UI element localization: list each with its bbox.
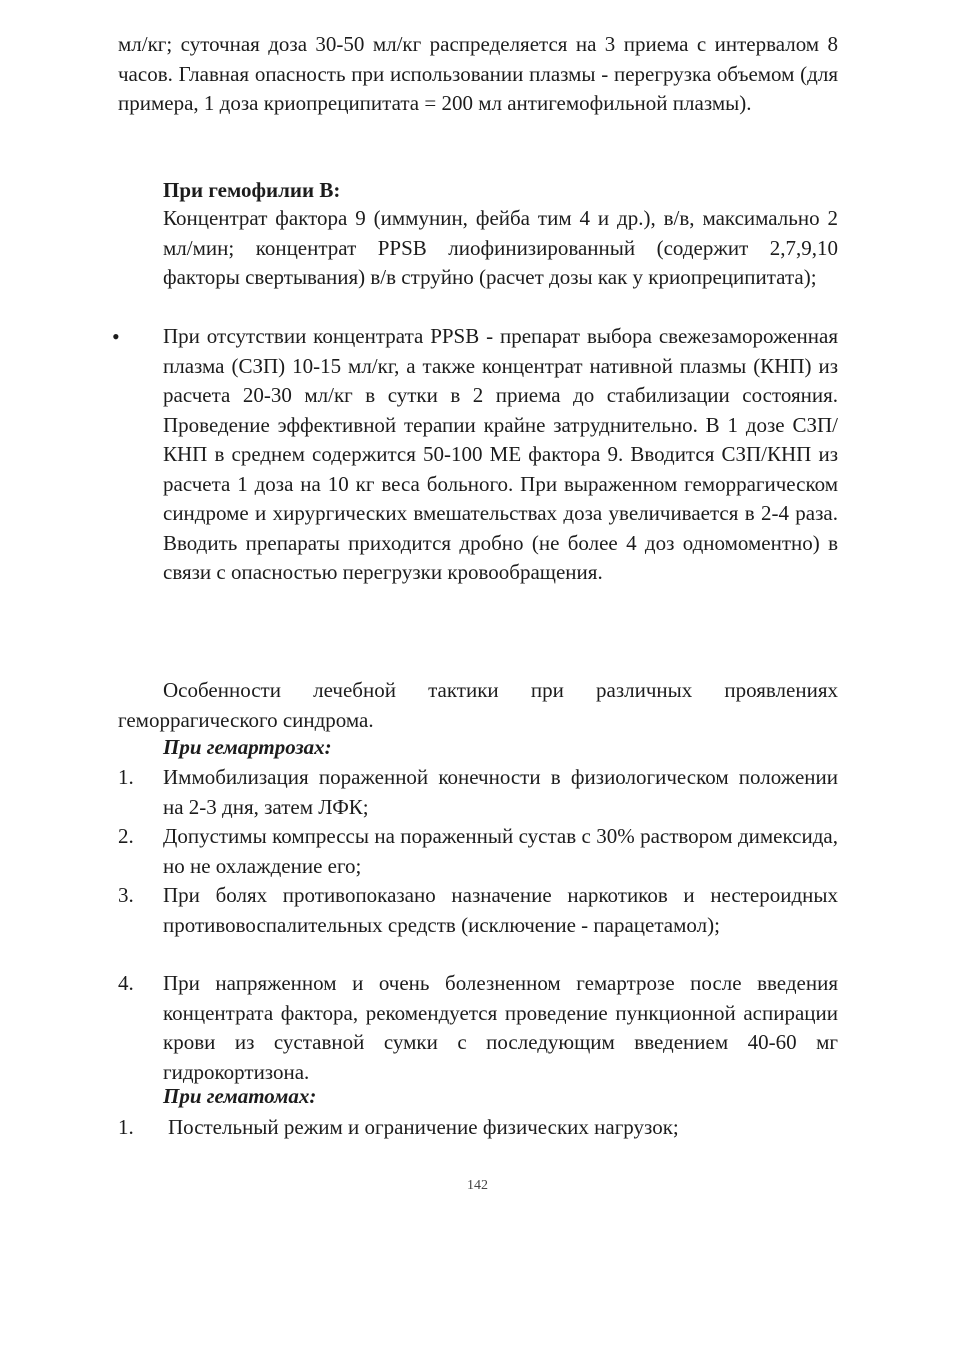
hematoma-heading: При гематомах: [163, 1084, 317, 1108]
list-item-number: 4. [118, 971, 134, 995]
hemophilia-b-heading: При гемофилии В: [163, 178, 341, 202]
page-number: 142 [467, 1178, 488, 1193]
list-item-text: При напряженном и очень болезненном гемартрозе после введения концентрата фактора, рекомендуется проведение пункционной аспирации крови из суставной сумки с последующим введением 40-60 мг гидрокортизона. [163, 971, 838, 1084]
list-item-number: 1. [118, 1115, 134, 1139]
hemophilia-b-paragraph: Концентрат фактора 9 (иммунин, фейба тим 4 и др.), в/в, максимально 2 мл/мин; концентрат PPSB лиофинизированный (содержит 2,7,9,10 факторы свертывания) в/в струйно (расчет дозы как у криопреципитата); [163, 206, 838, 289]
bullet-icon: • [112, 324, 120, 349]
intro-paragraph: мл/кг; суточная доза 30-50 мл/кг распределяется на 3 приема с интервалом 8 часов. Главная опасность при использовании плазмы - перегрузка объемом (для примера, 1 доза криопреципитата = 200 мл антигемофильной плазмы). [118, 32, 838, 115]
bullet-item-text: При отсутствии концентрата PPSB - препарат выбора свежезамороженная плазма (СЗП) 10-15 мл/кг, а также концентрат нативной плазмы (КНП) из расчета 20-30 мл/кг в сутки в 2 приема до стабилизации состояния. Проведение эффективной терапии крайне затруднительно. В 1 дозе СЗП/КНП в среднем содержится 50-100 МЕ фактора 9. Вводится СЗП/КНП из расчета 1 доза на 10 кг веса больного. При выраженном геморрагическом синдроме и хирургических вмешательствах доза увеличивается в 2-4 раза. Вводить препараты приходится дробно (не более 4 доз одномоментно) в связи с опасностью перегрузки кровообращения. [163, 324, 838, 584]
list-item-number: 2. [118, 824, 134, 848]
hemarthrosis-heading: При гемартрозах: [163, 735, 332, 759]
list-item-number: 3. [118, 883, 134, 907]
treatment-features-paragraph: Особенности лечебной тактики при различных проявлениях геморрагического синдрома. [118, 678, 838, 732]
list-item-text: Иммобилизация пораженной конечности в физиологическом положении на 2-3 дня, затем ЛФК; [163, 765, 838, 819]
list-item-text: Постельный режим и ограничение физических нагрузок; [168, 1115, 679, 1139]
list-item-text: При болях противопоказано назначение наркотиков и нестероидных противовоспалительных средств (исключение - парацетамол); [163, 883, 838, 937]
list-item-text: Допустимы компрессы на пораженный сустав с 30% раствором димексида, но не охлаждение его; [163, 824, 838, 878]
list-item-number: 1. [118, 765, 134, 789]
